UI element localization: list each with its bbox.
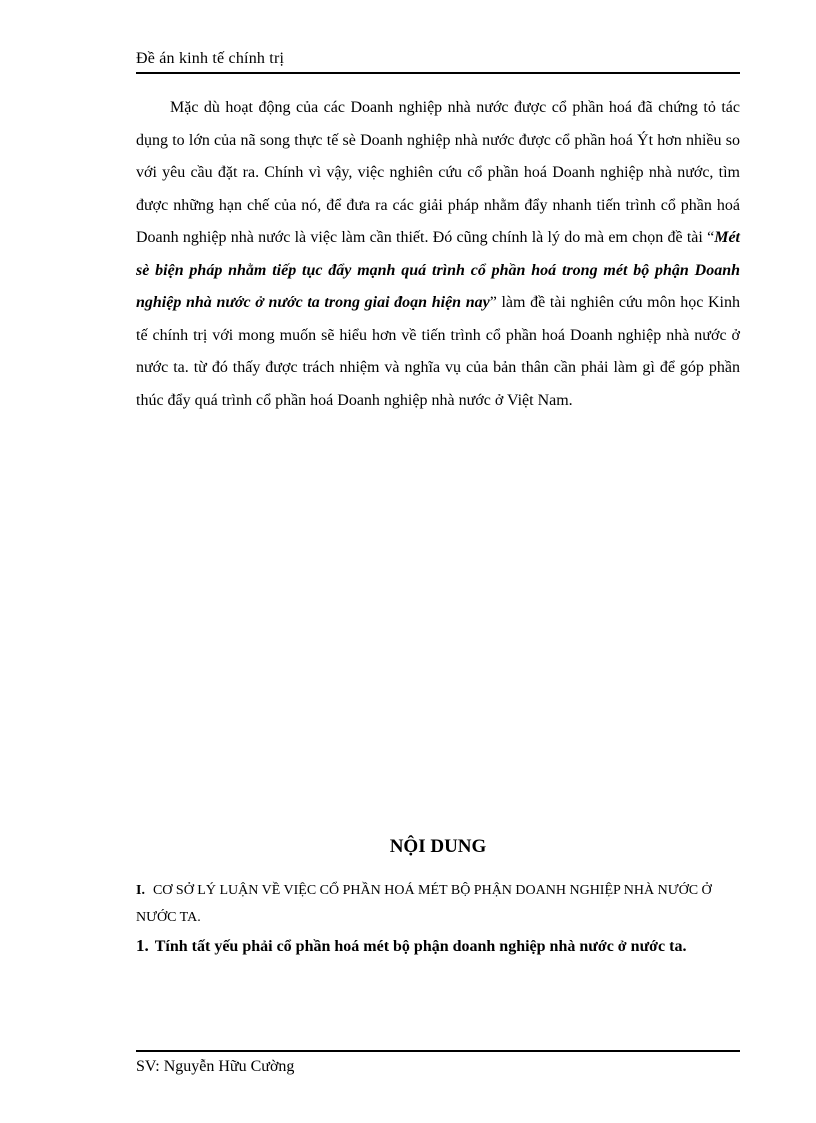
intro-text-after: ” làm đề tài nghiên cứu môn học Kinh tế chính trị với mong muốn sẽ hiểu hơn về tiến trình cổ phần hoá Doanh nghiệp nhà nước ở nước ta. từ đó thấy được trách nhiệm và nghĩa vụ của bản thân cần phải làm gì để góp phần thúc đẩy quá trình cổ phần hoá Doanh nghiệp nhà nước ở Việt Nam. <box>136 294 740 409</box>
heading-level-2 <box>136 930 740 963</box>
heading-level-1-text: CƠ SỞ LÝ LUẬN VỀ VIỆC CỔ PHẦN HOÁ MÉT BỘ PHẬN DOANH NGHIỆP NHÀ NƯỚC Ở NƯỚC TA. <box>136 883 712 925</box>
intro-text-before: Mặc dù hoạt động của các Doanh nghiệp nhà nước được cổ phần hoá đã chứng tỏ tác dụng to lớn của nã song thực tế sè Doanh nghiệp nhà nước được cổ phần hoá Ýt hơn nhiều so với yêu cầu đặt ra. Chính vì vậy, việc nghiên cứu cổ phần hoá Doanh nghiệp nhà nước, tìm được những hạn chế của nó, để đưa ra các giải pháp nhằm đẩy nhanh tiến trình cổ phần hoá Doanh nghiệp nhà nước là việc làm cần thiết. Đó cũng chính là lý do mà em chọn đề tài “ <box>136 99 740 246</box>
footer-author: SV: Nguyễn Hữu Cường <box>136 1058 295 1075</box>
page-footer <box>136 1050 740 1075</box>
header-title: Đề án kinh tế chính trị <box>136 50 285 67</box>
page-header <box>136 48 740 74</box>
topic-title: Mét sè biện pháp nhằm tiếp tục đẩy mạnh quá trình cổ phần hoá trong mét bộ phận Doanh nghiệp nhà nước ở nước ta trong giai đoạn hiện nay <box>136 229 740 311</box>
heading-level-2-number: 1. <box>136 936 149 955</box>
heading-level-1-number: I. <box>136 883 145 898</box>
heading-level-2-text: Tính tất yếu phải cổ phần hoá mét bộ phận doanh nghiệp nhà nước ở nước ta. <box>154 938 687 955</box>
heading-level-1 <box>136 877 740 931</box>
section-title: NỘI DUNG <box>389 836 487 857</box>
intro-paragraph <box>136 92 740 417</box>
